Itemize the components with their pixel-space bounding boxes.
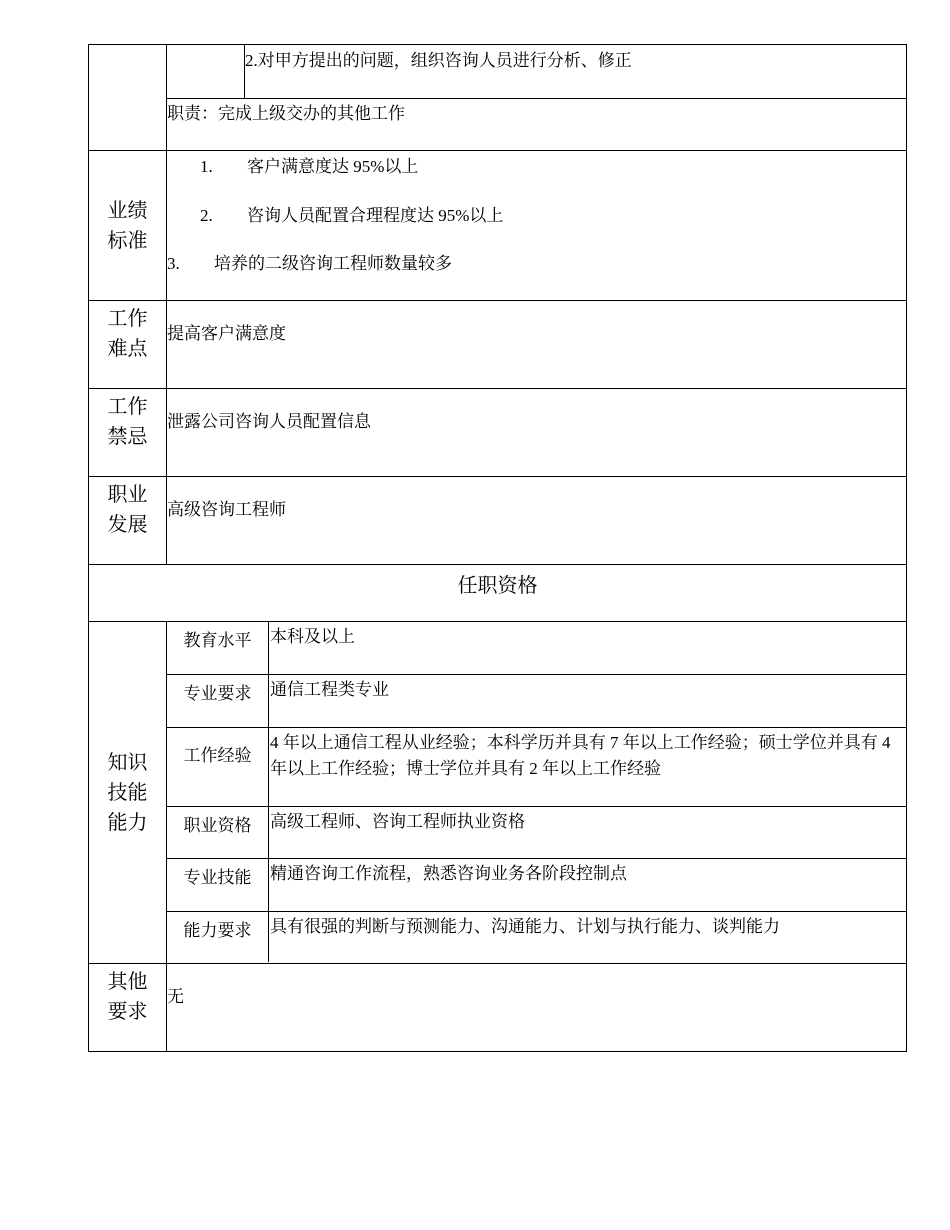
difficulty-row [88, 301, 907, 389]
qual-skill-label: 专业技能 [167, 859, 269, 911]
qual-ability-value: 具有很强的判断与预测能力、沟通能力、计划与执行能力、谈判能力 [270, 917, 780, 936]
qual-major-row [167, 674, 906, 727]
career-label: 职业发展 [89, 477, 167, 564]
performance-content [167, 151, 906, 300]
qualification-row [88, 622, 907, 964]
qual-ability-row [167, 911, 906, 962]
qual-skill-row [167, 858, 906, 911]
duty-content [167, 45, 906, 150]
qual-major-label: 专业要求 [167, 675, 269, 727]
qual-experience-value: 4 年以上通信工程从业经验；本科学历并具有 7 年以上工作经验；硕士学位并具有 4 年以上工作经验；博士学位并具有 2 年以上工作经验 [270, 733, 891, 778]
other-duty-text: 职责：完成上级交办的其他工作 [167, 104, 405, 123]
qual-education-label: 教育水平 [167, 622, 269, 674]
other-row [88, 964, 907, 1052]
performance-row [88, 151, 907, 301]
taboo-row [88, 389, 907, 477]
other-label: 其他要求 [89, 964, 167, 1051]
duty-item-blank-cell [167, 45, 245, 98]
qualification-label: 知识技能能力 [89, 622, 167, 963]
qual-skill-value: 精通咨询工作流程，熟悉咨询业务各阶段控制点 [270, 864, 627, 883]
career-text: 高级咨询工程师 [167, 500, 286, 519]
qualification-content [167, 622, 906, 963]
performance-item-3: 培养的二级咨询工程师数量较多 [214, 254, 452, 273]
duty-label-cell [89, 45, 167, 150]
duty-item-2: 2.对甲方提出的问题，组织咨询人员进行分析、修正 [245, 51, 632, 70]
qualification-title-row [88, 565, 907, 622]
qual-certificate-label: 职业资格 [167, 807, 269, 858]
qual-experience-row [167, 727, 906, 806]
qual-ability-label: 能力要求 [167, 912, 269, 962]
qual-major-value: 通信工程类专业 [270, 680, 389, 699]
difficulty-text: 提高客户满意度 [167, 324, 286, 343]
performance-num-2: 2. [200, 206, 213, 225]
taboo-content [167, 389, 906, 476]
other-duty-row [167, 98, 906, 150]
other-text: 无 [167, 987, 184, 1006]
taboo-label: 工作禁忌 [89, 389, 167, 476]
difficulty-content [167, 301, 906, 388]
duty-continuation-row [88, 44, 907, 151]
qualification-title: 任职资格 [457, 575, 538, 597]
duty-item-row [167, 45, 906, 98]
other-content [167, 964, 906, 1051]
performance-item-1: 客户满意度达 95%以上 [247, 157, 419, 176]
qual-experience-label: 工作经验 [167, 728, 269, 806]
qual-education-value: 本科及以上 [270, 627, 355, 646]
qual-certificate-value: 高级工程师、咨询工程师执业资格 [270, 812, 525, 831]
performance-label: 业绩标准 [89, 151, 167, 300]
difficulty-label: 工作难点 [89, 301, 167, 388]
taboo-text: 泄露公司咨询人员配置信息 [167, 412, 371, 431]
performance-num-3: 3. [167, 254, 180, 273]
career-row [88, 477, 907, 565]
performance-num-1: 1. [200, 157, 213, 176]
performance-item-2: 咨询人员配置合理程度达 95%以上 [247, 206, 504, 225]
qual-certificate-row [167, 806, 906, 858]
job-description-table [88, 44, 907, 1052]
qual-education-row [167, 622, 906, 674]
career-content [167, 477, 906, 564]
